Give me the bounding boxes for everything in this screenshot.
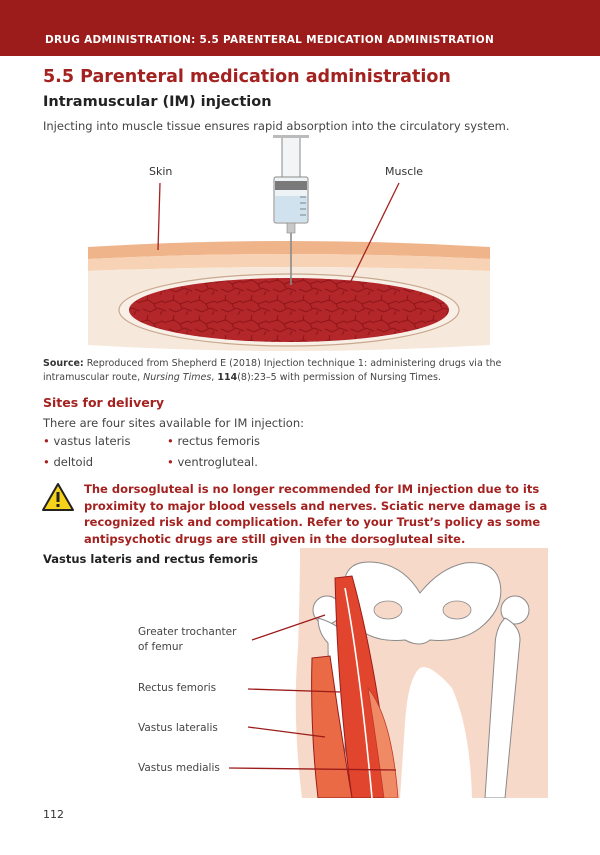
sites-heading: Sites for delivery [43, 395, 165, 410]
vastus-lateralis-label: Vastus lateralis [138, 722, 218, 734]
source-journal: Nursing Times [143, 371, 212, 383]
im-injection-figure [88, 135, 490, 353]
warning-triangle-icon [42, 482, 74, 512]
source-volume: 114 [217, 371, 238, 383]
figure2-heading: Vastus lateris and rectus femoris [43, 552, 259, 566]
muscle-label: Muscle [385, 165, 424, 178]
running-head: DRUG ADMINISTRATION: 5.5 PARENTERAL MEDICATION ADMINISTRATION [45, 34, 495, 46]
source-comma: , [211, 371, 218, 383]
list-item [167, 455, 258, 469]
list-item [167, 434, 260, 448]
greater-trochanter-label-line1: Greater trochanter [138, 626, 237, 638]
source-label: Source: [43, 358, 84, 369]
list-item-text: vastus lateris [53, 434, 131, 448]
header-bar [0, 0, 600, 56]
source-text-after: (8):23–5 with permission of Nursing Times. [237, 371, 441, 383]
bullet-dot: • [167, 434, 174, 448]
thigh-anatomy-figure [0, 548, 600, 798]
skin-label: Skin [149, 165, 173, 178]
page-number: 112 [43, 808, 64, 821]
greater-trochanter-label-line2: of femur [138, 641, 183, 653]
list-item-text: ventrogluteal. [177, 455, 258, 469]
bullet-dot: • [43, 434, 50, 448]
warning-text: The dorsogluteal is no longer recommended for IM injection due to its proximity to major blood vessels and nerves. Sciatic nerve damage is a recognized risk and complication. Refer to your Trust’s policy as some antipsychotic drugs are still given in the dorsogluteal site. [84, 482, 548, 546]
sites-intro: There are four sites available for IM injection: [43, 416, 305, 430]
bullet-dot: • [167, 455, 174, 469]
page-title: 5.5 Parenteral medication administration [43, 67, 451, 87]
thigh-anatomy-illustration [0, 548, 600, 798]
list-item-text: rectus femoris [177, 434, 261, 448]
intro-text: Injecting into muscle tissue ensures rapid absorption into the circulatory system. [43, 119, 510, 133]
list-item [43, 434, 130, 448]
bullet-dot: • [43, 455, 50, 469]
muscle-tissue [129, 278, 449, 342]
skin-pointer-line [158, 183, 160, 250]
list-item [43, 455, 93, 469]
greater-trochanter-label [138, 625, 236, 655]
vastus-medialis-label: Vastus medialis [138, 762, 220, 774]
source-citation [43, 357, 563, 384]
rectus-femoris-label: Rectus femoris [138, 682, 217, 694]
section-subtitle: Intramuscular (IM) injection [43, 94, 272, 110]
source-text-before: Reproduced from Shepherd E (2018) Injection technique 1: administering drugs via the intramuscular route, [43, 358, 502, 383]
list-item-text: deltoid [53, 455, 94, 469]
